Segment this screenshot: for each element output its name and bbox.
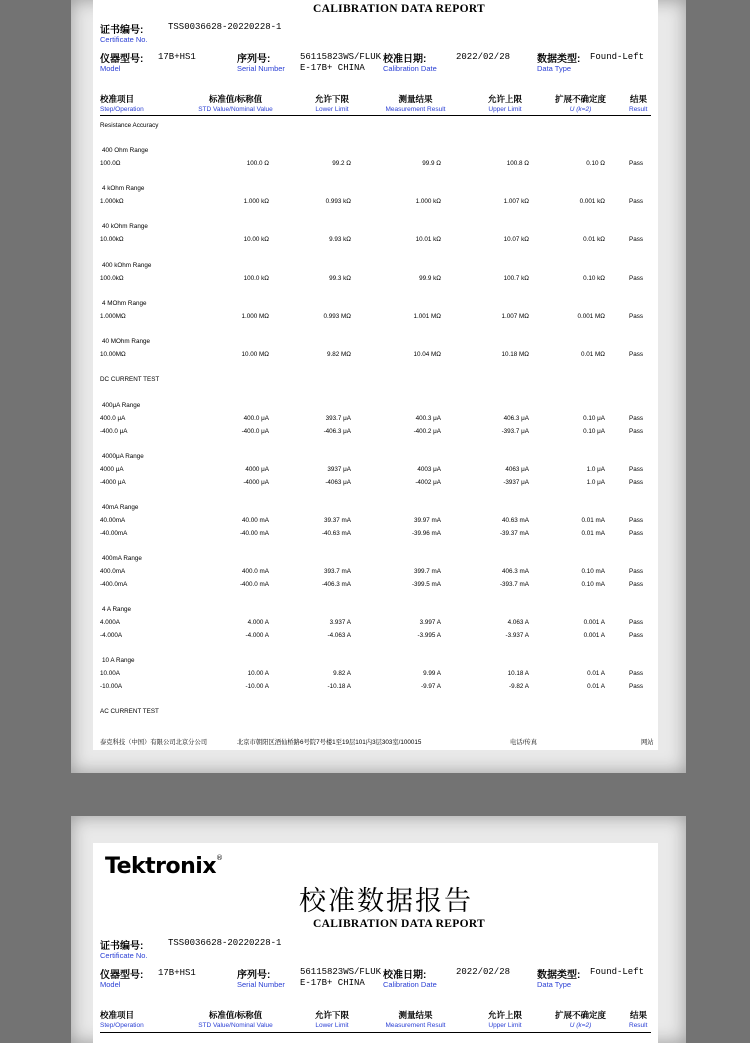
cell-step: 40.00mA [100, 517, 126, 524]
cell-lower: 9.93 kΩ [329, 236, 351, 243]
cell-upper: 1.007 MΩ [501, 313, 529, 320]
cell-result: Pass [629, 632, 643, 639]
cell-step: -4000 μA [100, 479, 126, 486]
type-label-en-2: Data Type [537, 980, 572, 989]
cell-std: 400.0 μA [243, 415, 269, 422]
cell-step: 10.00A [100, 670, 120, 677]
cell-upper: 4.063 A [507, 619, 529, 626]
range-heading: 400mA Range [102, 555, 142, 562]
cell-lower: -406.3 μA [323, 428, 351, 435]
cell-meas: 10.01 kΩ [415, 236, 441, 243]
range-heading: 400 kOhm Range [102, 262, 152, 269]
col-step-cn: 校准项目 [100, 94, 135, 104]
cell-step: -10.00A [100, 683, 123, 690]
cell-std: -400.0 mA [239, 581, 269, 588]
section-heading: Resistance Accuracy [100, 122, 159, 129]
col-upper-cn-2: 允许上限 [487, 1010, 522, 1020]
header-rule [100, 115, 651, 116]
col-upper-en: Upper Limit [488, 106, 522, 113]
report-title-cn: 校准数据报告 [299, 886, 473, 917]
footer-company: 泰克科技（中国）有限公司北京分公司 [100, 739, 208, 746]
cell-unc: 0.01 A [587, 683, 605, 690]
logo-text: Tektronix [105, 854, 217, 879]
serial-value-1: 56115823WS/FLUK [300, 52, 382, 62]
cell-lower: 99.2 Ω [332, 160, 351, 167]
range-heading: 4000μA Range [102, 453, 144, 460]
cell-lower: 99.3 kΩ [329, 275, 351, 282]
cell-step: 400.0 μA [100, 415, 126, 422]
cell-std: -400.0 μA [241, 428, 269, 435]
cell-meas: 9.99 A [423, 670, 441, 677]
cell-step: 100.0Ω [100, 160, 121, 167]
cell-upper: -393.7 mA [499, 581, 529, 588]
logo-registered-mark: ® [216, 854, 223, 862]
cell-upper: -393.7 μA [501, 428, 529, 435]
cell-step: 4000 μA [100, 466, 124, 473]
col-step-en-2: Step/Operation [100, 1022, 144, 1029]
cell-std: -4000 μA [243, 479, 269, 486]
cell-unc: 0.10 mA [581, 568, 605, 575]
cell-meas: 99.9 Ω [422, 160, 441, 167]
cell-std: 10.00 kΩ [243, 236, 269, 243]
cell-meas: 10.04 MΩ [413, 351, 441, 358]
cell-result: Pass [629, 568, 643, 575]
cell-result: Pass [629, 313, 643, 320]
date-value: 2022/02/28 [456, 52, 511, 62]
header-rule-2 [100, 1032, 651, 1033]
cell-std: -10.00 A [245, 683, 269, 690]
cert-label: 证书编号: [100, 25, 144, 36]
date-label-en-2: Calibration Date [383, 980, 437, 989]
col-unc-cn-2: 扩展不确定度 [554, 1010, 606, 1020]
cell-std: 1.000 MΩ [241, 313, 269, 320]
cell-std: 1.000 kΩ [243, 198, 269, 205]
cell-std: 4.000 A [247, 619, 269, 626]
col-step-cn-2: 校准项目 [100, 1010, 135, 1020]
cell-upper: -9.82 A [509, 683, 529, 690]
cell-meas: -39.96 mA [411, 530, 441, 537]
cell-lower: 9.82 MΩ [327, 351, 351, 358]
type-label: 数据类型: [537, 54, 581, 65]
cell-meas: 4003 μA [417, 466, 441, 473]
cell-lower: 393.7 μA [325, 415, 351, 422]
cert-label-2: 证书编号: [100, 941, 144, 952]
cell-unc: 0.001 A [583, 619, 605, 626]
cell-unc: 0.01 A [587, 670, 605, 677]
col-lower-cn: 允许下限 [314, 94, 349, 104]
cell-lower: 3.937 A [329, 619, 351, 626]
cell-std: 4000 μA [245, 466, 269, 473]
range-heading: 40 MOhm Range [102, 338, 150, 345]
col-lower-en-2: Lower Limit [315, 1022, 349, 1029]
cell-result: Pass [629, 517, 643, 524]
cell-unc: 1.0 μA [586, 479, 605, 486]
type-label-2: 数据类型: [537, 970, 581, 981]
serial-label-en: Serial Number [237, 64, 285, 73]
cell-result: Pass [629, 415, 643, 422]
cell-upper: -39.37 mA [499, 530, 529, 537]
cell-lower: 39.37 mA [324, 517, 351, 524]
cell-lower: -40.63 mA [321, 530, 351, 537]
date-label-en: Calibration Date [383, 64, 437, 73]
cell-unc: 0.10 Ω [586, 160, 605, 167]
cell-meas: 399.7 mA [414, 568, 441, 575]
cert-value-2: TSS0036628-20220228-1 [168, 938, 282, 948]
cell-upper: 4063 μA [505, 466, 529, 473]
col-result-en: Result [629, 106, 648, 113]
tektronix-logo [105, 854, 223, 879]
col-step-en: Step/Operation [100, 106, 144, 113]
cell-meas: -9.97 A [421, 683, 441, 690]
cell-result: Pass [629, 236, 643, 243]
cell-meas: -3.995 A [417, 632, 441, 639]
cell-std: -40.00 mA [239, 530, 269, 537]
range-heading: 400μA Range [102, 402, 141, 409]
col-unc-cn: 扩展不确定度 [554, 94, 606, 104]
cell-step: 400.0mA [100, 568, 126, 575]
cell-result: Pass [629, 619, 643, 626]
col-upper-en-2: Upper Limit [488, 1022, 522, 1029]
col-unc-en: U (k=2) [569, 106, 592, 113]
cell-unc: 0.10 μA [583, 415, 605, 422]
cell-result: Pass [629, 275, 643, 282]
cell-result: Pass [629, 351, 643, 358]
cell-result: Pass [629, 670, 643, 677]
cell-upper: 10.18 MΩ [501, 351, 529, 358]
cell-std: 100.0 Ω [246, 160, 269, 167]
cell-meas: 3.997 A [419, 619, 441, 626]
cell-upper: 10.07 kΩ [503, 236, 529, 243]
section-heading: AC CURRENT TEST [100, 708, 159, 715]
col-result-cn: 结果 [630, 94, 648, 104]
col-unc-en-2: U (k=2) [569, 1022, 592, 1029]
cell-unc: 0.001 MΩ [577, 313, 605, 320]
date-label-2: 校准日期: [383, 970, 427, 981]
serial-value-1-2: 56115823WS/FLUK [300, 967, 382, 977]
model-label-2: 仪器型号: [100, 970, 144, 981]
cell-lower: 0.993 MΩ [323, 313, 351, 320]
cell-step: -400.0 μA [100, 428, 128, 435]
range-heading: 4 MOhm Range [102, 300, 147, 307]
cell-meas: 400.3 μA [415, 415, 441, 422]
range-heading: 40 kOhm Range [102, 223, 148, 230]
serial-label: 序列号: [237, 54, 271, 65]
footer-website: 网站 [641, 739, 654, 746]
col-lower-cn-2: 允许下限 [314, 1010, 349, 1020]
cell-meas: -399.5 mA [411, 581, 441, 588]
range-heading: 4 kOhm Range [102, 185, 145, 192]
cell-lower: -10.18 A [327, 683, 351, 690]
col-upper-cn: 允许上限 [487, 94, 522, 104]
type-label-en: Data Type [537, 64, 572, 73]
serial-label-en-2: Serial Number [237, 980, 285, 989]
cell-unc: 1.0 μA [586, 466, 605, 473]
date-label: 校准日期: [383, 54, 427, 65]
cell-unc: 0.001 A [583, 632, 605, 639]
col-meas-cn: 测量结果 [398, 94, 433, 104]
cell-upper: 10.18 A [507, 670, 529, 677]
cell-unc: 0.001 kΩ [579, 198, 605, 205]
cell-result: Pass [629, 683, 643, 690]
cell-upper: -3.937 A [505, 632, 529, 639]
model-label: 仪器型号: [100, 54, 144, 65]
cell-lower: 0.993 kΩ [325, 198, 351, 205]
section-heading: DC CURRENT TEST [100, 376, 160, 383]
cell-upper: -3937 μA [503, 479, 529, 486]
col-std-en: STD Value/Nominal Value [198, 106, 273, 113]
cell-upper: 1.007 kΩ [503, 198, 529, 205]
cell-lower: -4063 μA [325, 479, 351, 486]
type-value: Found-Left [590, 52, 645, 62]
serial-label-2: 序列号: [237, 970, 271, 981]
range-heading: 400 Ohm Range [102, 147, 149, 154]
range-heading: 10 A Range [102, 657, 135, 664]
cell-step: -40.00mA [100, 530, 128, 537]
serial-value-2-2: E-17B+ CHINA [300, 978, 365, 988]
cell-unc: 0.01 mA [581, 530, 605, 537]
col-result-en-2: Result [629, 1022, 648, 1029]
cell-unc: 0.10 mA [581, 581, 605, 588]
col-result-cn-2: 结果 [630, 1010, 648, 1020]
report-page-1 [93, 0, 658, 750]
footer-address: 北京市朝阳区酒仙桥路6号院7号楼1至19层101内3层303室/100015 [237, 739, 422, 746]
col-lower-en: Lower Limit [315, 106, 349, 113]
cell-lower: 3937 μA [327, 466, 351, 473]
type-value-2: Found-Left [590, 967, 645, 977]
cell-result: Pass [629, 198, 643, 205]
cell-lower: -4.063 A [327, 632, 351, 639]
col-std-cn: 标准值/标称值 [208, 94, 263, 104]
report-title-en: CALIBRATION DATA REPORT [313, 3, 485, 15]
cell-std: 100.0 kΩ [243, 275, 269, 282]
cell-lower: 9.82 A [333, 670, 351, 677]
cell-result: Pass [629, 581, 643, 588]
cell-result: Pass [629, 160, 643, 167]
cell-upper: 406.3 mA [502, 568, 529, 575]
col-meas-cn-2: 测量结果 [398, 1010, 433, 1020]
range-heading: 40mA Range [102, 504, 139, 511]
footer-phone: 电话/传真 [510, 739, 537, 746]
cert-label-en-2: Certificate No. [100, 951, 148, 960]
cell-std: 40.00 mA [242, 517, 269, 524]
cell-unc: 0.01 kΩ [583, 236, 605, 243]
cert-value: TSS0036628-20220228-1 [168, 22, 282, 32]
cell-step: 100.0kΩ [100, 275, 124, 282]
cell-upper: 406.3 μA [503, 415, 529, 422]
cell-step: 10.00kΩ [100, 236, 124, 243]
cell-step: -4.000A [100, 632, 123, 639]
cell-unc: 0.01 mA [581, 517, 605, 524]
cell-meas: -400.2 μA [413, 428, 441, 435]
model-value-2: 17B+HS1 [158, 968, 196, 978]
report-title-en-2: CALIBRATION DATA REPORT [313, 918, 485, 930]
col-std-en-2: STD Value/Nominal Value [198, 1022, 273, 1029]
cell-step: 1.000kΩ [100, 198, 124, 205]
cell-result: Pass [629, 428, 643, 435]
report-page-2 [93, 843, 658, 1043]
cell-unc: 0.10 kΩ [583, 275, 605, 282]
cell-step: 10.00MΩ [100, 351, 126, 358]
cell-result: Pass [629, 530, 643, 537]
model-label-en-2: Model [100, 980, 121, 989]
range-heading: 4 A Range [102, 606, 132, 613]
cell-unc: 0.01 MΩ [581, 351, 605, 358]
cell-std: 400.0 mA [242, 568, 269, 575]
cell-meas: 1.000 kΩ [415, 198, 441, 205]
cell-meas: 39.97 mA [414, 517, 441, 524]
cell-upper: 100.8 Ω [506, 160, 529, 167]
cell-upper: 100.7 kΩ [503, 275, 529, 282]
cell-std: 10.00 A [247, 670, 269, 677]
cell-result: Pass [629, 479, 643, 486]
cell-step: 4.000A [100, 619, 120, 626]
cell-unc: 0.10 μA [583, 428, 605, 435]
cell-meas: 1.001 MΩ [413, 313, 441, 320]
date-value-2: 2022/02/28 [456, 967, 511, 977]
cell-step: -400.0mA [100, 581, 128, 588]
cell-result: Pass [629, 466, 643, 473]
cell-meas: 99.9 kΩ [419, 275, 441, 282]
cell-lower: 393.7 mA [324, 568, 351, 575]
cell-upper: 40.63 mA [502, 517, 529, 524]
cert-label-en: Certificate No. [100, 35, 148, 44]
serial-value-2: E-17B+ CHINA [300, 63, 365, 73]
col-std-cn-2: 标准值/标称值 [208, 1010, 263, 1020]
cell-meas: -4002 μA [415, 479, 441, 486]
cell-step: 1.000MΩ [100, 313, 126, 320]
model-label-en: Model [100, 64, 121, 73]
col-meas-en-2: Measurement Result [385, 1022, 446, 1029]
cell-std: -4.000 A [245, 632, 269, 639]
col-meas-en: Measurement Result [385, 106, 446, 113]
model-value: 17B+HS1 [158, 52, 196, 62]
cell-lower: -406.3 mA [321, 581, 351, 588]
cell-std: 10.00 MΩ [241, 351, 269, 358]
